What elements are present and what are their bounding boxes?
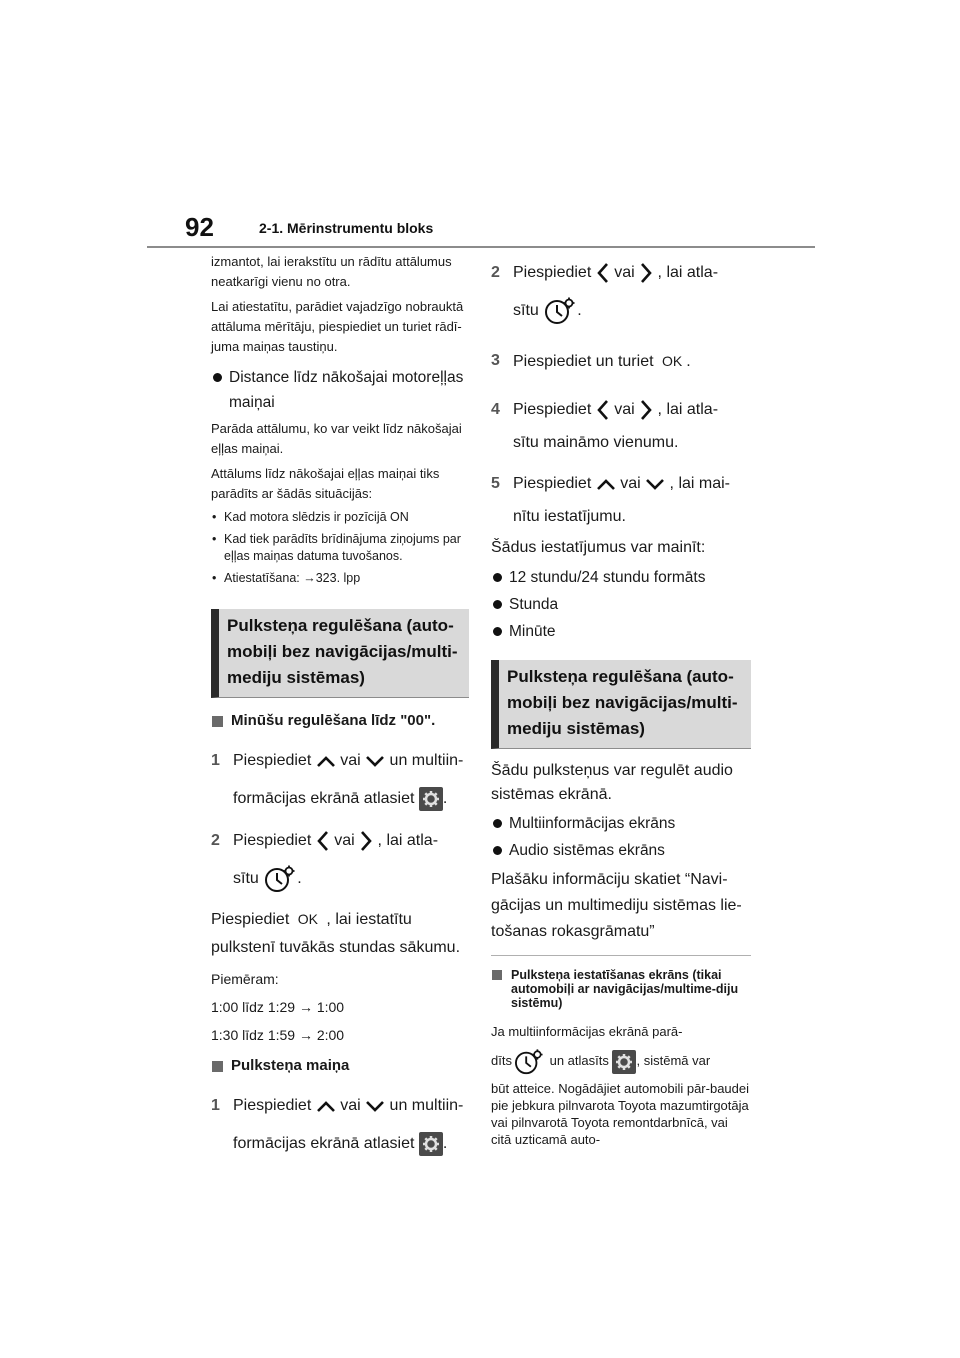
chevron-right-icon — [639, 262, 653, 284]
step-text: un multiin- — [389, 752, 464, 769]
step-number: 3 — [491, 352, 500, 369]
step-text: Piespiediet — [233, 752, 312, 769]
oil-change-situations: Attālums līdz nākošajai eļļas maiņai tiks parādīts ar šādās situācijās: — [211, 466, 440, 501]
step-text: . — [297, 870, 302, 887]
oil-change-heading: Distance līdz nākošajai motoreļļas maiņai — [211, 365, 469, 415]
step-2 — [211, 822, 469, 860]
step-number: 5 — [491, 475, 500, 492]
square-bullet-icon — [212, 1061, 223, 1072]
step-4r-continued: sītu maināmo vienumu. — [513, 434, 679, 451]
step-2r-continued — [513, 294, 751, 328]
step-text: , lai atla- — [657, 264, 719, 281]
step-text: Piespiediet — [513, 401, 592, 418]
step-1b-continued — [233, 1127, 469, 1161]
step-text: un multiin- — [389, 1097, 464, 1114]
step-text: Piespiediet — [233, 832, 312, 849]
reset-label: Atiestatīšana: — [224, 571, 304, 585]
body-text: Piespiediet — [211, 911, 290, 928]
step-text: vai — [340, 752, 361, 769]
step-number: 1 — [211, 1097, 220, 1114]
example-text: 1:00 līdz 1:29 — [211, 999, 296, 1015]
step-text: Piespiediet — [233, 1097, 312, 1114]
right-column — [491, 252, 751, 1153]
body-text: , lai iestatītu — [326, 911, 412, 928]
step-text: . — [442, 1135, 448, 1152]
step-2r — [491, 254, 751, 292]
chevron-left-icon — [596, 262, 610, 284]
settings-gear-icon — [419, 1132, 443, 1156]
step-text: vai — [614, 264, 635, 281]
left-column — [211, 252, 469, 1167]
section-title: 2-1. Mērinstrumentu bloks — [259, 220, 434, 236]
chevron-up-icon — [596, 477, 616, 491]
audio-text: Šādu pulksteņus var regulēt audio sistēmas ekrānā. — [491, 762, 733, 803]
step-5r-continued: nītu iestatījumu. — [513, 508, 626, 525]
step-text: formācijas ekrānā atlasiet — [233, 790, 415, 807]
step-text: vai — [340, 1097, 361, 1114]
list-item: • Kad motora slēdzis ir pozīcijā ON — [211, 509, 469, 526]
step-5r — [491, 465, 751, 503]
list-item: Audio sistēmas ekrāns — [491, 838, 751, 863]
warning-text: Ja multiinformācijas ekrānā parā- — [491, 1024, 683, 1039]
minutes-heading — [211, 710, 469, 732]
chevron-down-icon — [365, 1099, 385, 1113]
arrow-icon: → — [303, 571, 316, 585]
step-text: . — [686, 353, 691, 370]
square-bullet-icon — [492, 970, 502, 980]
page-number: 92 — [185, 212, 214, 242]
chevron-down-icon — [645, 477, 665, 491]
list-item: Multiinformācijas ekrāns — [491, 811, 751, 836]
step-4r — [491, 391, 751, 429]
reset-text: Lai atiestatītu, parādiet vajadzīgo nobrauktā attāluma mērītāju, piespiediet un turiet rādī-juma maiņas taustiņu. — [211, 299, 464, 354]
clock-setting-heading-2: Pulksteņa regulēšana (auto-mobiļi bez navigācijas/multi-mediju sistēmas) — [491, 660, 751, 749]
minutes-heading-text: Minūšu regulēšana līdz "00". — [231, 712, 436, 729]
list-item: • Kad tiek parādīts brīdinājuma ziņojums par eļļas maiņas datuma tuvošanos. — [211, 531, 469, 565]
warning-line — [491, 1046, 751, 1076]
clock-settings-icon — [543, 296, 577, 326]
step-number: 1 — [211, 752, 220, 769]
step-text: formācijas ekrānā atlasiet — [233, 1135, 415, 1152]
clock-change-heading-text: Pulksteņa maiņa — [231, 1057, 350, 1074]
step-text: . — [577, 302, 582, 319]
more-info-text: Plašāku informāciju skatiet “Navi-gācijas un multimediju sistēmas lie-tošanas rokasgrāmatu” — [491, 867, 751, 956]
chevron-up-icon — [316, 754, 336, 768]
list-item: 12 stundu/24 stundu formāts — [491, 565, 751, 590]
list-item — [211, 570, 469, 587]
warning-text: un atlasīts — [549, 1053, 609, 1068]
arrow-icon: → — [298, 999, 313, 1015]
example-line — [211, 997, 469, 1017]
warning-text: , sistēmā var — [636, 1053, 711, 1068]
step-text: sītu — [233, 870, 259, 887]
example-text: 1:00 — [316, 999, 345, 1015]
step-2-continued — [233, 862, 469, 896]
clock-settings-icon — [263, 864, 297, 894]
step-text: . — [442, 790, 448, 807]
clock-settings-icon — [512, 1048, 546, 1076]
nav-clock-heading — [491, 968, 751, 1010]
intro-text: izmantot, lai ierakstītu un rādītu attālumus neatkarīgi vienu no otra. — [211, 254, 452, 289]
step-text: , lai atla- — [377, 832, 439, 849]
chevron-up-icon — [316, 1099, 336, 1113]
clock-change-heading — [211, 1055, 469, 1077]
page-header — [147, 208, 815, 248]
body-text: pulkstenī tuvākās stundas sākumu. — [211, 939, 461, 956]
list-item: Minūte — [491, 619, 751, 644]
settings-gear-icon — [612, 1050, 636, 1074]
step-text: Piespiediet — [513, 475, 592, 492]
arrow-icon: → — [298, 1027, 313, 1043]
ok-paragraph — [211, 902, 469, 937]
nav-clock-heading-text: Pulksteņa iestatīšanas ekrāns (tikai automobiļi ar navigācijas/multime-diju sistēmu) — [511, 968, 739, 1010]
chevron-down-icon — [365, 754, 385, 768]
step-text: vai — [620, 475, 641, 492]
clock-setting-heading: Pulksteņa regulēšana (auto-mobiļi bez navigācijas/multi-mediju sistēmas) — [211, 609, 469, 698]
chevron-left-icon — [596, 399, 610, 421]
square-bullet-icon — [212, 716, 223, 727]
step-text: vai — [614, 401, 635, 418]
step-text: , lai mai- — [669, 475, 730, 492]
example-label: Piemēram: — [211, 971, 279, 987]
step-1 — [211, 742, 469, 780]
settings-gear-icon — [419, 787, 443, 811]
step-text: sītu — [513, 302, 539, 319]
chevron-right-icon — [359, 830, 373, 852]
step-1-continued — [233, 782, 469, 816]
ok-icon: OK — [661, 353, 683, 369]
page-reference-link[interactable]: 323. lpp — [315, 571, 361, 585]
chevron-right-icon — [639, 399, 653, 421]
warning-text: būt atteice. Nogādājiet automobili pār-baudei pie jebkura pilnvarota Toyota mazumtirgotāja vai pilnvarotā Toyota remontdarbnīcā, vai citā uzticamā auto- — [491, 1081, 750, 1147]
warning-text: dīts — [491, 1053, 512, 1068]
step-number: 2 — [211, 832, 220, 849]
example-text: 1:30 līdz 1:59 — [211, 1027, 296, 1043]
oil-change-text: Parāda attālumu, ko var veikt līdz nākošajai eļļas maiņai. — [211, 421, 462, 456]
step-text: vai — [334, 832, 355, 849]
step-text: Piespiediet — [513, 264, 592, 281]
example-line — [211, 1025, 469, 1045]
ok-icon: OK — [297, 911, 318, 927]
step-3r — [491, 342, 751, 381]
step-text: Piespiediet un turiet — [513, 353, 654, 370]
chevron-left-icon — [316, 830, 330, 852]
step-1b — [211, 1087, 469, 1125]
step-number: 2 — [491, 264, 500, 281]
example-text: 2:00 — [316, 1027, 345, 1043]
step-number: 4 — [491, 401, 500, 418]
step-text: , lai atla- — [657, 401, 719, 418]
settings-intro: Šādus iestatījumus var mainīt: — [491, 539, 706, 556]
list-item: Stunda — [491, 592, 751, 617]
